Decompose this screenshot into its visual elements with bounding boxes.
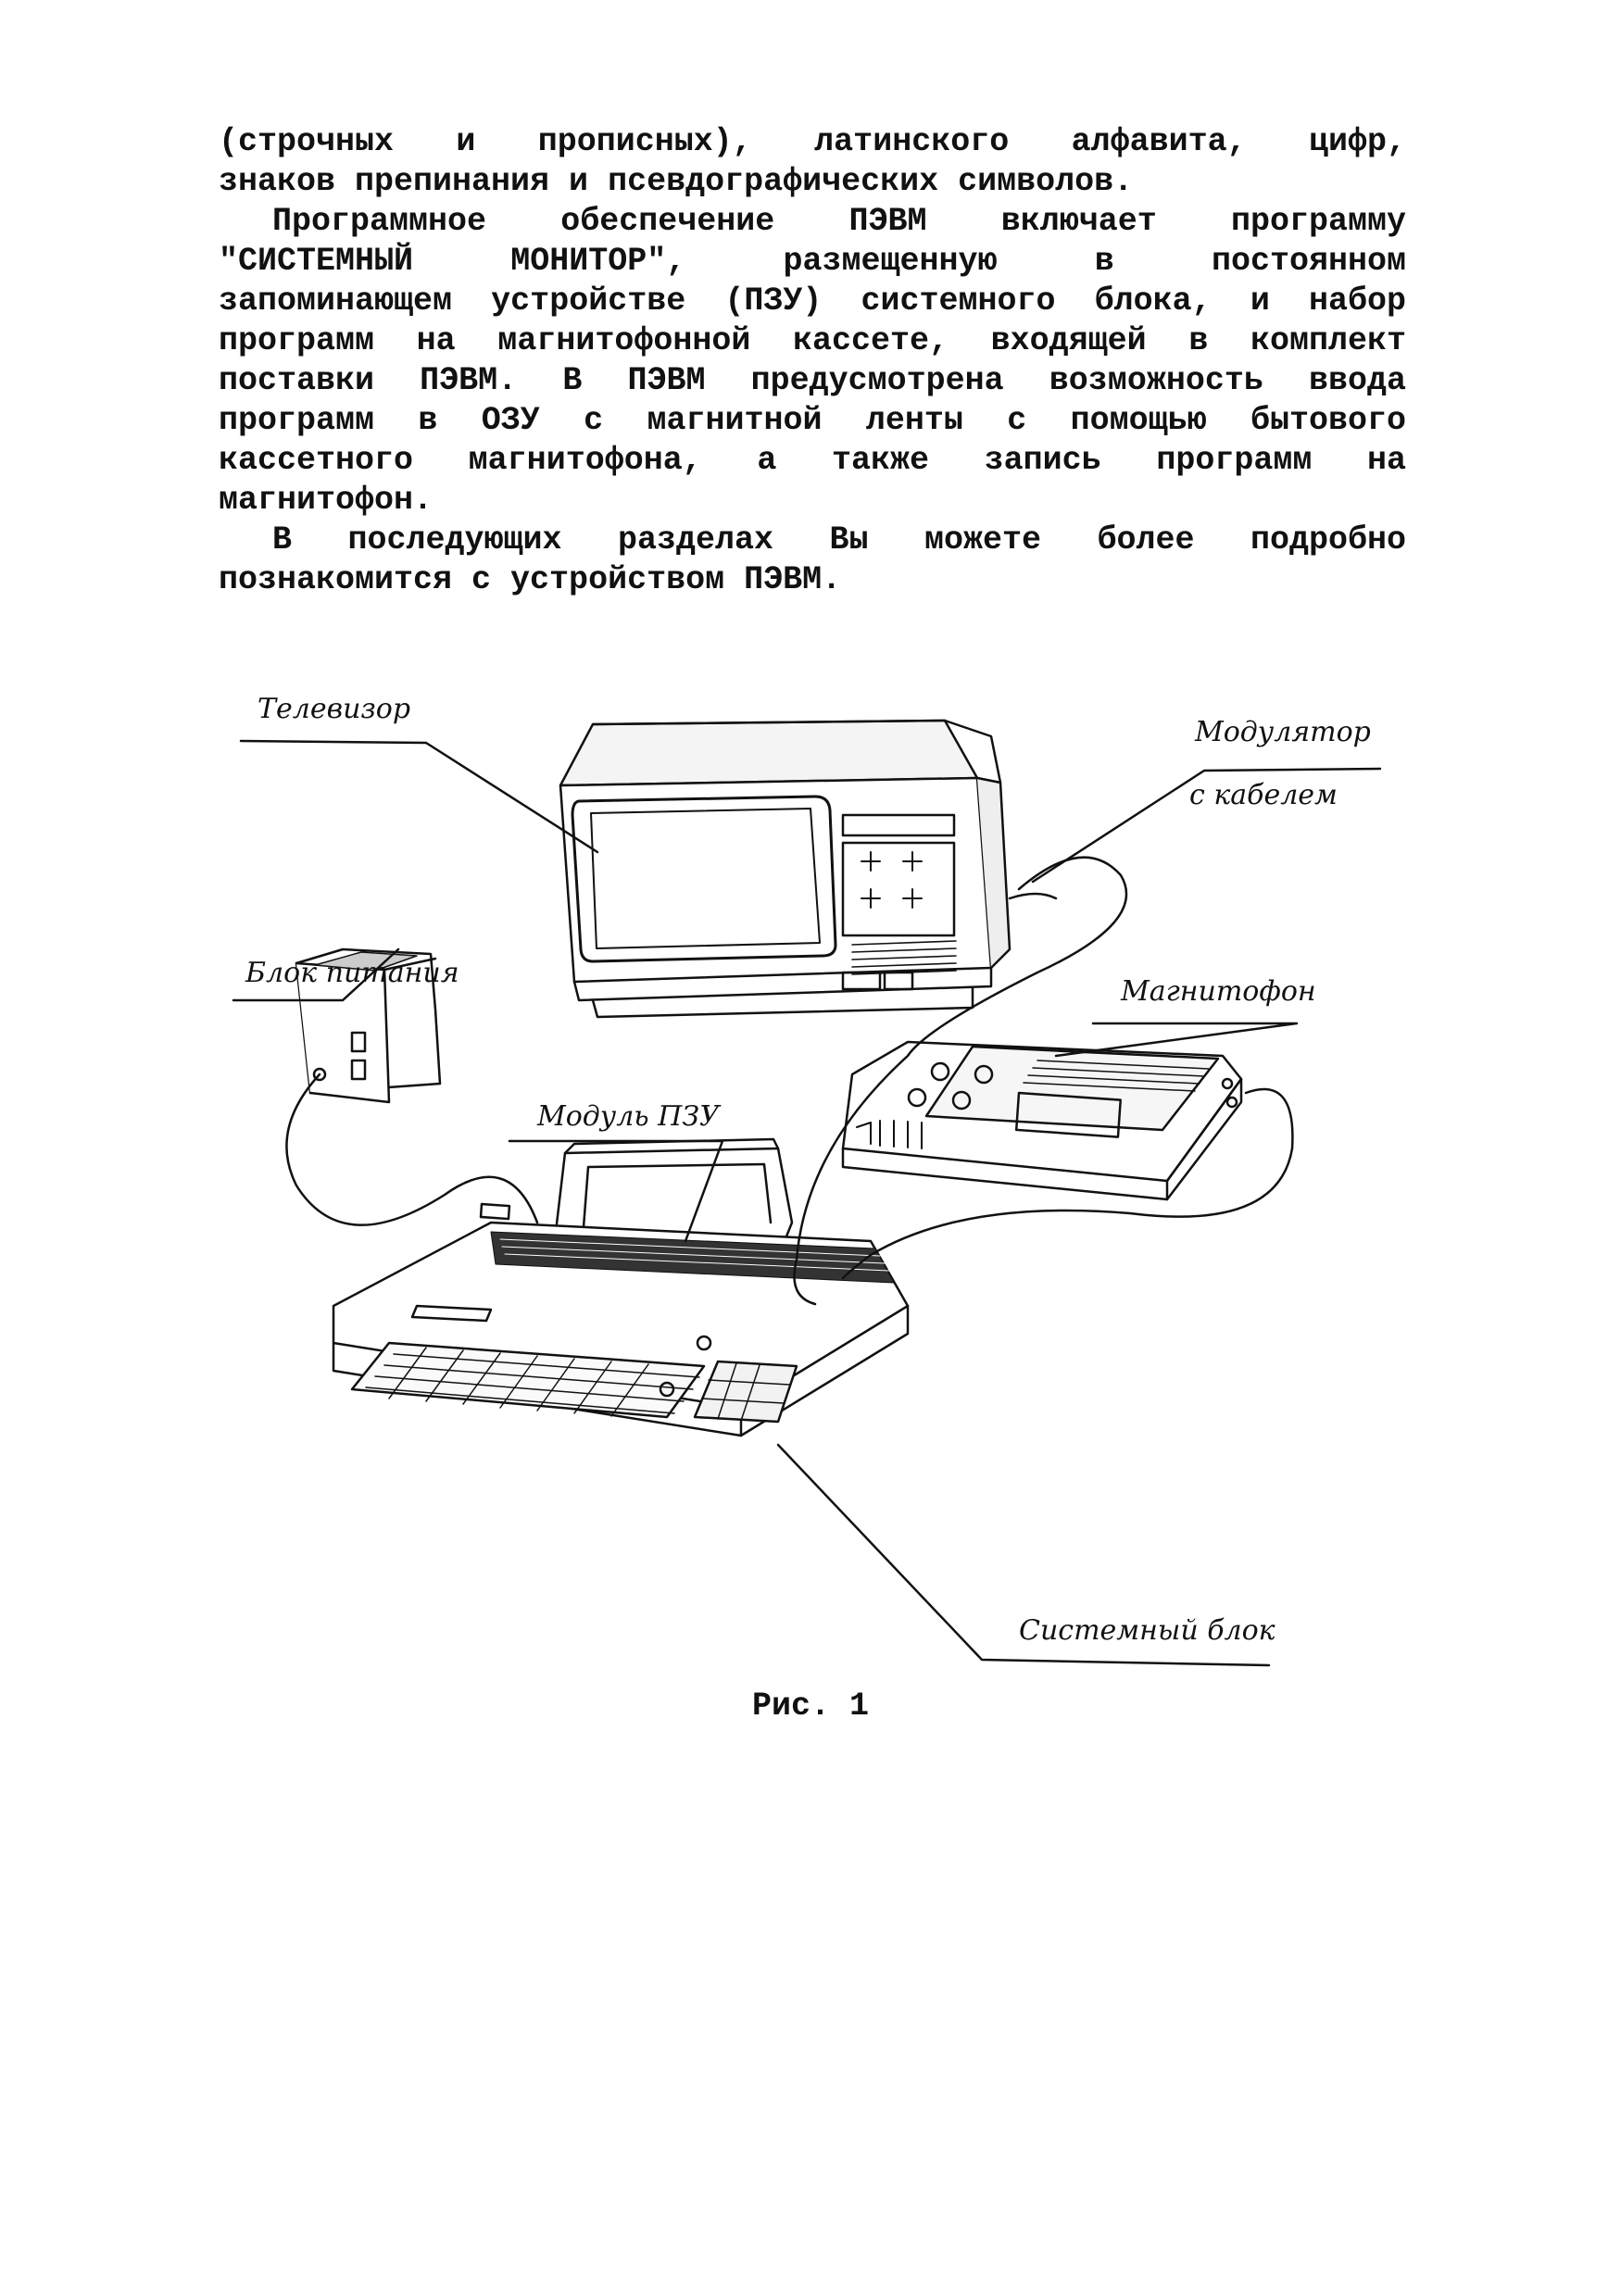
text-line: Программное обеспечение ПЭВМ включает программу	[272, 203, 1406, 240]
text-line: поставки ПЭВМ. В ПЭВМ предусмотрена возможность ввода	[219, 362, 1406, 399]
text-line: программ на магнитофонной кассете, входящей в комплект	[219, 322, 1406, 359]
text-line: В последующих разделах Вы можете более подробно	[272, 521, 1406, 558]
text-line: "СИСТЕМНЫЙ МОНИТОР", размещенную в постоянном	[219, 243, 1406, 280]
text-line: познакомится с устройством ПЭВМ.	[219, 561, 842, 598]
computer-setup-figure	[204, 667, 1371, 1686]
text-line: (строчных и прописных), латинского алфавита, цифр,	[219, 123, 1406, 160]
label-modulator-1: Модулятор	[1195, 716, 1371, 748]
tv-illustration	[560, 721, 1056, 1017]
tape-recorder-illustration	[843, 1042, 1241, 1199]
label-power: Блок питания	[245, 957, 459, 989]
body-text	[219, 122, 1406, 600]
figure-caption: Рис. 1	[751, 1687, 870, 1725]
label-system-unit: Системный блок	[1019, 1614, 1275, 1647]
system-unit-illustration	[333, 1204, 908, 1436]
label-rom: Модуль ПЗУ	[537, 1100, 720, 1133]
text-line: кассетного магнитофона, а также запись программ на	[219, 442, 1406, 479]
text-line: магнитофон.	[219, 482, 434, 519]
label-tape: Магнитофон	[1121, 975, 1316, 1008]
label-modulator-2: с кабелем	[1189, 779, 1338, 811]
label-tv: Телевизор	[258, 693, 411, 725]
text-line: программ в ОЗУ с магнитной ленты с помощью бытового	[219, 402, 1406, 439]
text-line: запоминающем устройстве (ПЗУ) системного блока, и набор	[219, 282, 1406, 320]
text-line: знаков препинания и псевдографических символов.	[219, 163, 1134, 200]
